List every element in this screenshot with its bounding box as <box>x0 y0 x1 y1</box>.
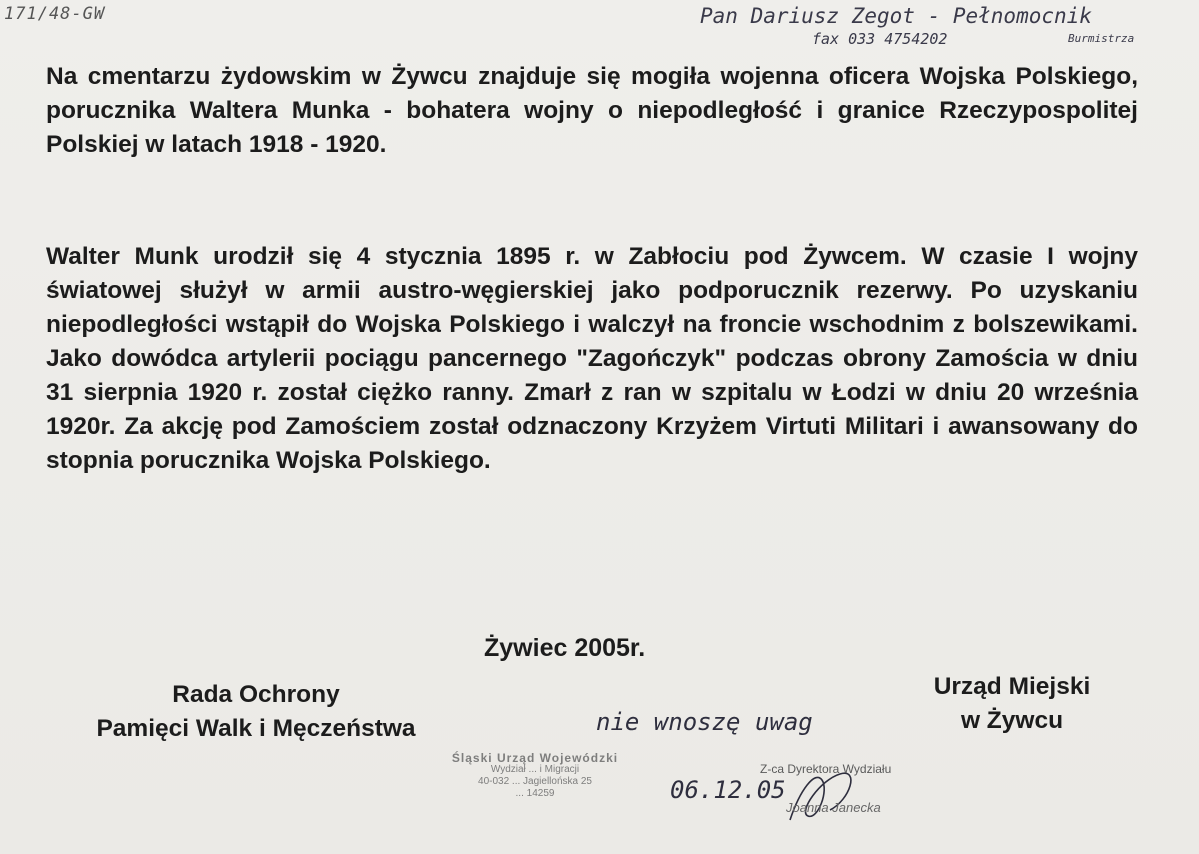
signatory-right-line2: w Żywcu <box>960 707 1064 734</box>
stamp-title: Śląski Urząd Wojewódzki <box>451 751 619 765</box>
reference-number: 171/48-GW <box>4 4 106 24</box>
body-paragraph-2: Walter Munk urodził się 4 stycznia 1895 r. w Zabłociu pod Żywcem. W czasie I wojny światowej służył w armii austro-węgierskiej jako podporucznik rezerwy. Po uzyskaniu niepodległości wstąpił do Wojska Polskiego i walczył na froncie wschodnim z bolszewikami. Jako dowódca artylerii pociągu pancernego "Zagończyk" podczas obrony Zamościa w dniu 31 sierpnia 1920 r. został ciężko ranny. Zmarł z ran w szpitalu w Łodzi w dniu 20 września 1920r. Za akcję pod Zamościem został odznaczony Krzyżem Virtuti Militari i awansowany do stopnia porucznika Wojska Polskiego. <box>46 243 1138 474</box>
signatory-left-line2: Pamięci Walk i Męczeństwa <box>96 715 416 742</box>
handwritten-small-note: Burmistrza <box>1068 32 1135 45</box>
director-name: Joanna Janecka <box>786 800 881 815</box>
director-title: Z-ca Dyrektora Wydziału <box>760 762 892 776</box>
handwritten-fax-note: fax 033 4754202 <box>812 30 948 48</box>
handwritten-approval-note: nie wnoszę uwag <box>596 708 813 736</box>
signatory-right-line1: Urząd Miejski <box>933 673 1091 700</box>
stamp-line-4: ... 14259 <box>515 788 555 799</box>
office-stamp <box>420 752 650 800</box>
handwritten-recipient-note: Pan Dariusz Zegot - Pełnomocnik <box>700 4 1092 28</box>
body-paragraph-1: Na cmentarzu żydowskim w Żywcu znajduje się mogiła wojenna oficera Wojska Polskiego, porucznika Waltera Munka - bohatera wojny o niepodległość i granice Rzeczypospolitej Polskiej w latach 1918 - 1920. <box>46 63 1138 158</box>
signatory-left-line1: Rada Ochrony <box>172 681 340 708</box>
signatory-left <box>46 678 466 746</box>
handwritten-approval-date: 06.12.05 <box>670 776 786 804</box>
stamp-line-3: 40-032 ... Jagiellońska 25 <box>478 776 592 787</box>
stamp-line-2: Wydział ... i Migracji <box>490 764 580 775</box>
place-and-date: Żywiec 2005r. <box>484 634 646 662</box>
signatory-right <box>892 670 1132 738</box>
